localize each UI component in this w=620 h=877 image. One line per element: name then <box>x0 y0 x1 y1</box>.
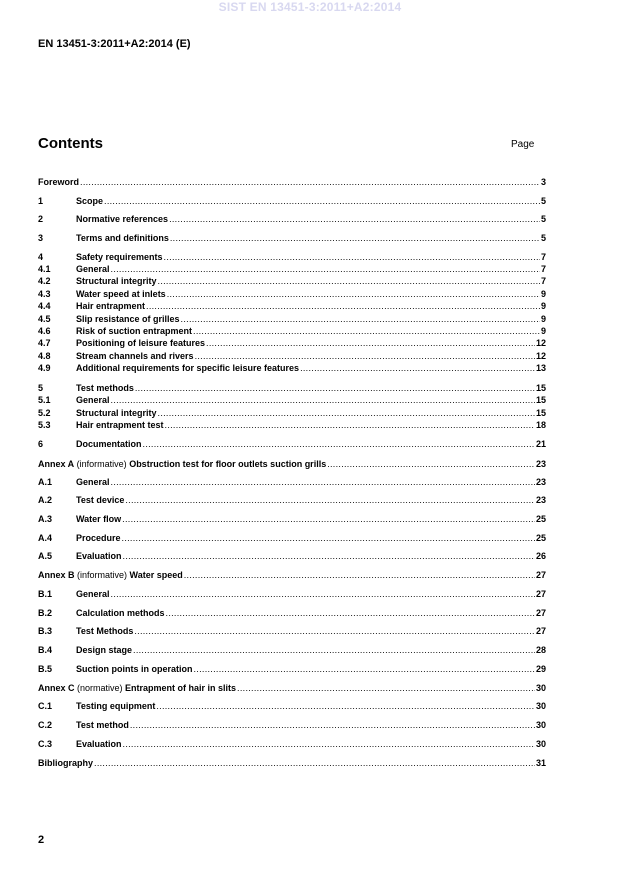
toc-entry-page: 25 <box>535 514 546 524</box>
toc-entry-number: B.5 <box>38 664 53 674</box>
toc-entry-page: 15 <box>535 383 546 393</box>
document-id: EN 13451-3:2011+A2:2014 (E) <box>38 38 191 50</box>
annex-label: Annex C <box>38 683 75 693</box>
dot-leader <box>195 350 535 362</box>
toc-entry[interactable] <box>38 458 546 470</box>
toc-entry-title: Evaluation <box>76 739 122 749</box>
toc-entry-page: 27 <box>535 608 546 618</box>
annex-kind: (normative) <box>74 683 126 693</box>
dot-leader <box>94 757 535 769</box>
toc-entry-page: 26 <box>535 551 546 561</box>
toc-entry-page: 21 <box>535 439 546 449</box>
toc-entry[interactable] <box>38 607 546 619</box>
toc-entry-title <box>38 569 183 581</box>
toc-entry-title: Terms and definitions <box>76 233 169 243</box>
toc-entry-title: Test device <box>76 495 125 505</box>
toc-entry-number: 4 <box>38 252 44 262</box>
toc-entry-page: 30 <box>535 701 546 711</box>
toc-entry-title <box>38 682 236 694</box>
toc-entry-title: Procedure <box>76 533 121 543</box>
dot-leader <box>111 588 535 600</box>
toc-entry-title: Hair entrapment <box>76 301 146 311</box>
toc-entry[interactable] <box>38 550 546 562</box>
toc-entry-title: Positioning of leisure features <box>76 338 206 348</box>
toc-entry-number: 4.1 <box>38 264 51 274</box>
toc-entry[interactable] <box>38 532 546 544</box>
dot-leader <box>158 407 535 419</box>
toc-entry[interactable] <box>38 394 546 406</box>
toc-entry-title: Scope <box>76 196 104 206</box>
toc-entry-number: 1 <box>38 196 44 206</box>
toc-entry-page: 28 <box>535 645 546 655</box>
toc-entry-page: 31 <box>535 758 546 768</box>
toc-entry[interactable] <box>38 362 546 374</box>
annex-label: Annex B <box>38 570 75 580</box>
dot-leader <box>125 494 535 506</box>
toc-entry-title: Testing equipment <box>76 701 156 711</box>
toc-entry-title: General <box>76 477 110 487</box>
dot-leader <box>111 263 540 275</box>
toc-entry[interactable] <box>38 663 546 675</box>
toc-entry-page: 23 <box>535 477 546 487</box>
toc-entry-number: A.4 <box>38 533 53 543</box>
toc-entry-page: 7 <box>540 252 546 262</box>
toc-entry[interactable] <box>38 263 546 275</box>
toc-entry-number: 4.8 <box>38 351 51 361</box>
toc-entry[interactable] <box>38 738 546 750</box>
dot-leader <box>156 700 535 712</box>
dot-leader <box>194 663 535 675</box>
toc-entry[interactable] <box>38 382 546 394</box>
toc-entry-number: A.2 <box>38 495 53 505</box>
dot-leader <box>130 719 535 731</box>
toc-entry-number: C.2 <box>38 720 53 730</box>
toc-entry-page: 15 <box>535 395 546 405</box>
toc-entry-title: Test Methods <box>76 626 134 636</box>
toc-entry[interactable] <box>38 476 546 488</box>
annex-kind: (informative) <box>74 459 130 469</box>
toc-entry[interactable] <box>38 313 546 325</box>
toc-entry-number: 4.3 <box>38 289 51 299</box>
toc-entry-page: 13 <box>535 363 546 373</box>
toc-entry-title: Evaluation <box>76 551 122 561</box>
toc-entry[interactable] <box>38 588 546 600</box>
dot-leader <box>206 337 535 349</box>
toc-entry[interactable] <box>38 682 546 694</box>
toc-entry[interactable] <box>38 300 546 312</box>
toc-entry[interactable] <box>38 288 546 300</box>
toc-entry-number: 5.3 <box>38 420 51 430</box>
toc-entry[interactable] <box>38 325 546 337</box>
dot-leader <box>300 362 535 374</box>
toc-entry-title: Water speed at inlets <box>76 289 166 299</box>
toc-entry[interactable] <box>38 494 546 506</box>
toc-entry-title: Additional requirements for specific leisure features <box>76 363 300 373</box>
dot-leader <box>184 569 535 581</box>
toc-entry-page: 7 <box>540 276 546 286</box>
toc-entry[interactable] <box>38 195 546 207</box>
toc-entry-title: Test method <box>76 720 129 730</box>
toc-entry-page: 27 <box>535 626 546 636</box>
toc-entry-title: General <box>76 395 110 405</box>
toc-entry-number: A.1 <box>38 477 53 487</box>
toc-entry-title: Safety requirements <box>76 252 163 262</box>
toc-entry[interactable] <box>38 569 546 581</box>
toc-entry[interactable] <box>38 625 546 637</box>
toc-entry-title: Documentation <box>76 439 142 449</box>
dot-leader <box>158 275 540 287</box>
toc-entry-title: Foreword <box>38 177 80 187</box>
toc-entry-number: A.5 <box>38 551 53 561</box>
toc-entry-number: B.3 <box>38 626 53 636</box>
dot-leader <box>123 550 535 562</box>
dot-leader <box>193 325 540 337</box>
toc-entry-title: Bibliography <box>38 758 94 768</box>
annex-title: Water speed <box>129 570 183 580</box>
toc-entry-number: 4.9 <box>38 363 51 373</box>
dot-leader <box>170 232 540 244</box>
toc-entry-page: 5 <box>540 196 546 206</box>
dot-leader <box>134 625 535 637</box>
annex-title: Obstruction test for floor outlets suction grills <box>129 459 327 469</box>
toc-entry-number: 4.2 <box>38 276 51 286</box>
dot-leader <box>169 213 540 225</box>
dot-leader <box>80 176 540 188</box>
toc-entry-number: 4.7 <box>38 338 51 348</box>
toc-entry[interactable] <box>38 407 546 419</box>
annex-label: Annex A <box>38 459 75 469</box>
annex-title: Entrapment of hair in slits <box>125 683 237 693</box>
toc-entry-number: 5 <box>38 383 44 393</box>
toc-entry-page: 12 <box>535 338 546 348</box>
toc-entry-number: 5.1 <box>38 395 51 405</box>
toc-entry[interactable] <box>38 644 546 656</box>
toc-entry-page: 23 <box>535 459 546 469</box>
toc-entry-page: 5 <box>540 214 546 224</box>
toc-entry-title: Water flow <box>76 514 122 524</box>
toc-entry[interactable] <box>38 513 546 525</box>
dot-leader <box>165 419 535 431</box>
toc-entry[interactable] <box>38 275 546 287</box>
dot-leader <box>104 195 540 207</box>
toc-entry-title: Stream channels and rivers <box>76 351 194 361</box>
toc-entry-number: C.3 <box>38 739 53 749</box>
dot-leader <box>143 438 535 450</box>
page-column-label: Page <box>511 139 535 150</box>
toc-entry-title: Design stage <box>76 645 133 655</box>
toc-entry-title: Calculation methods <box>76 608 165 618</box>
toc-entry[interactable] <box>38 719 546 731</box>
toc-entry-number: 2 <box>38 214 44 224</box>
dot-leader <box>122 513 535 525</box>
toc-entry-title: Hair entrapment test <box>76 420 164 430</box>
toc-entry-number: B.2 <box>38 608 53 618</box>
toc-entry-page: 25 <box>535 533 546 543</box>
toc-entry-title: Structural integrity <box>76 276 157 286</box>
dot-leader <box>166 607 535 619</box>
toc-entry-page: 9 <box>540 301 546 311</box>
toc-entry-number: 5.2 <box>38 408 51 418</box>
dot-leader <box>133 644 535 656</box>
toc-entry-title: Structural integrity <box>76 408 157 418</box>
toc-entry-page: 30 <box>535 720 546 730</box>
toc-entry-page: 9 <box>540 314 546 324</box>
toc-entry[interactable] <box>38 251 546 263</box>
toc-entry-title: Normative references <box>76 214 169 224</box>
watermark: SIST EN 13451-3:2011+A2:2014 <box>218 0 402 14</box>
dot-leader <box>146 300 540 312</box>
toc-entry[interactable] <box>38 419 546 431</box>
toc-entry-number: 4.5 <box>38 314 51 324</box>
contents-heading: Contents <box>38 135 103 152</box>
toc-entry-title: General <box>76 264 110 274</box>
dot-leader <box>164 251 540 263</box>
dot-leader <box>181 313 540 325</box>
toc-entry[interactable] <box>38 213 546 225</box>
annex-kind: (informative) <box>74 570 130 580</box>
toc-entry-page: 9 <box>540 289 546 299</box>
toc-entry-page: 7 <box>540 264 546 274</box>
toc-entry-page: 12 <box>535 351 546 361</box>
toc-entry-page: 30 <box>535 683 546 693</box>
toc-entry-number: 4.4 <box>38 301 51 311</box>
toc-entry[interactable] <box>38 176 546 188</box>
toc-entry-title: Test methods <box>76 383 134 393</box>
dot-leader <box>123 738 535 750</box>
toc-entry-page: 5 <box>540 233 546 243</box>
toc-entry[interactable] <box>38 700 546 712</box>
toc-entry-number: B.4 <box>38 645 53 655</box>
toc-entry-title: Risk of suction entrapment <box>76 326 193 336</box>
toc-entry-page: 3 <box>540 177 546 187</box>
toc-entry[interactable] <box>38 337 546 349</box>
toc-entry-number: 4.6 <box>38 326 51 336</box>
toc-entry-page: 18 <box>535 420 546 430</box>
toc-entry-number: C.1 <box>38 701 53 711</box>
toc-entry-page: 9 <box>540 326 546 336</box>
dot-leader <box>111 394 535 406</box>
toc-entry-title: Suction points in operation <box>76 664 193 674</box>
dot-leader <box>135 382 535 394</box>
toc-entry-page: 23 <box>535 495 546 505</box>
toc-entry-title <box>38 458 326 470</box>
toc-entry-number: B.1 <box>38 589 53 599</box>
toc-entry-title: General <box>76 589 110 599</box>
dot-leader <box>122 532 535 544</box>
toc-entry[interactable] <box>38 438 546 450</box>
toc-entry-title: Slip resistance of grilles <box>76 314 180 324</box>
toc-entry-number: 3 <box>38 233 44 243</box>
toc-entry[interactable] <box>38 757 546 769</box>
toc-entry-number: 6 <box>38 439 44 449</box>
toc-entry-page: 27 <box>535 589 546 599</box>
toc-entry[interactable] <box>38 232 546 244</box>
toc-entry-number: A.3 <box>38 514 53 524</box>
toc-entry-page: 27 <box>535 570 546 580</box>
toc-entry-page: 30 <box>535 739 546 749</box>
toc-entry-page: 29 <box>535 664 546 674</box>
dot-leader <box>167 288 540 300</box>
dot-leader <box>327 458 535 470</box>
page-number: 2 <box>38 834 45 846</box>
toc-entry-page: 15 <box>535 408 546 418</box>
dot-leader <box>111 476 535 488</box>
dot-leader <box>237 682 535 694</box>
toc-entry[interactable] <box>38 350 546 362</box>
